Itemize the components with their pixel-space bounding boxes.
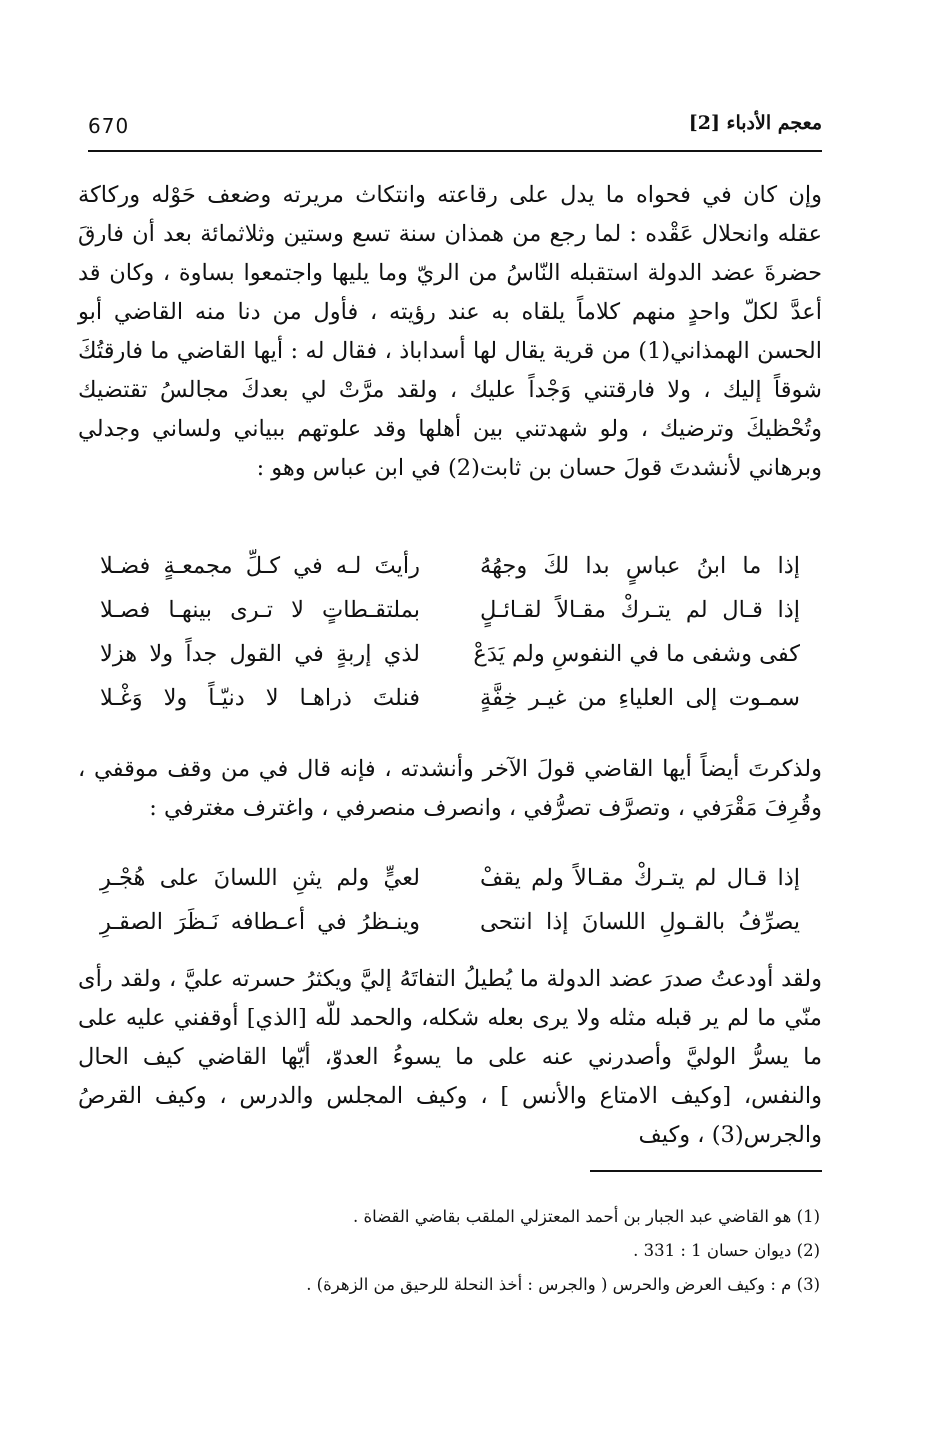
verse-line: [100, 632, 800, 676]
hemistich-second: لذي إربةٍ في القول جداً ولا هزلا: [100, 641, 420, 667]
poem-1: [100, 544, 800, 720]
poem-2: [100, 856, 800, 944]
hemistich-first: إذا قـال لم يتـركْ مقـالاً لقـائـلٍ: [480, 597, 800, 623]
page-number: 670: [88, 114, 130, 138]
hemistich-first: كفى وشفى ما في النفوسِ ولم يَدَعْ: [473, 641, 800, 667]
hemistich-second: رأيتَ لـه في كـلِّ مجمعـةٍ فضـلا: [100, 553, 420, 579]
running-title: معجم الأدباء [2]: [688, 112, 822, 134]
paragraph-3: ولقد أودعتُ صدرَ عضد الدولة ما يُطيلُ التفاتَهُ إليَّ ويكثرُ حسرته عليَّ ، ولقد رأى منّي ما لم ير قبله مثله ولا يرى بعله شكله، والحمد للّه [الذي] أوقفني عليه على ما يسرُّ الوليَّ وأصدرني عنه على ما يسوءُ العدوّ، أيّها القاضي كيف الحال والنفس، [وكيف الامتاع والأنس ] ، وكيف المجلس والدرس ، وكيف القرصُ والجرس(3) ، وكيف: [78, 966, 822, 1148]
page-header: [88, 110, 822, 152]
hemistich-second: فنلتَ ذراهـا لا دنيّـاً ولا وَغْـلا: [100, 685, 420, 711]
footnotes: [250, 1200, 820, 1302]
verse-line: [100, 676, 800, 720]
verse-line: [100, 544, 800, 588]
footnote-3: (3) م : وكيف العرض والحرس ( والجرس : أخذ النحلة للرحيق من الزهرة) .: [306, 1275, 820, 1294]
hemistich-first: سمـوت إلى العلياءِ من غيـر خِفَّةٍ: [480, 685, 800, 711]
footnote-1: (1) هو القاضي عبد الجبار بن أحمد المعتزلي الملقب بقاضي القضاة .: [353, 1207, 820, 1226]
hemistich-second: بملتقـطاتٍ لا تـرى بينهـا فصـلا: [100, 597, 420, 623]
hemistich-first: إذا ما ابنُ عباسٍ بدا لكَ وجهُهُ: [480, 553, 800, 579]
paragraph-2: ولذكرتَ أيضاً أيها القاضي قولَ الآخر وأنشدته ، فإنه قال في من وقف موقفي ، وقُرِفَ مَقْرَفي ، وتصرَّف تصرُّفي ، وانصرف منصرفي ، واغترف مغترفي :: [78, 756, 822, 821]
verse-line: [100, 856, 800, 900]
footnote-2: (2) ديوان حسان 1 : 331 .: [633, 1241, 820, 1260]
verse-line: [100, 900, 800, 944]
verse-line: [100, 588, 800, 632]
footnote-separator: [590, 1170, 822, 1172]
hemistich-first: يصرِّفُ بالقـولِ اللسانَ إذا انتحى: [480, 909, 800, 935]
paragraph-1: وإن كان في فحواه ما يدل على رقاعته وانتكاث مريرته وضعف حَوْله وركاكة عقله وانحلال عَقْده : لما رجع من همذان سنة تسع وستين وثلاثمائة بعد أن فارقَ حضرةَ عضد الدولة استقبله النّاسُ من الريّ وما يليها واجتمعوا بساوة ، وكان قد أعدَّ لكلّ واحدٍ منهم كلاماً يلقاه به عند رؤيته ، فأول من دنا منه القاضي أبو الحسن الهمذاني(1) من قرية يقال لها أسداباذ ، فقال له : أيها القاضي ما فارقتُكَ شوقاً إليك ، ولا فارقتني وَجْداً عليك ، ولقد مرَّتْ لي بعدكَ مجالسُ تقتضيك وتُحْظيكَ وترضيك ، ولو شهدتني بين أهلها وقد علوتهم ببياني ولساني وجدلي وبرهاني لأنشدتَ قولَ حسان بن ثابت(2) في ابن عباس وهو :: [78, 182, 822, 481]
hemistich-second: وينـظرُ في أعـطافه نَـظَرَ الصقـرِ: [100, 909, 420, 935]
hemistich-first: إذا قـال لم يتـركْ مقـالاً ولم يقفْ: [480, 865, 800, 891]
hemistich-second: لعيٍّ ولم يثنِ اللسانَ على هُجْـرِ: [100, 865, 420, 891]
